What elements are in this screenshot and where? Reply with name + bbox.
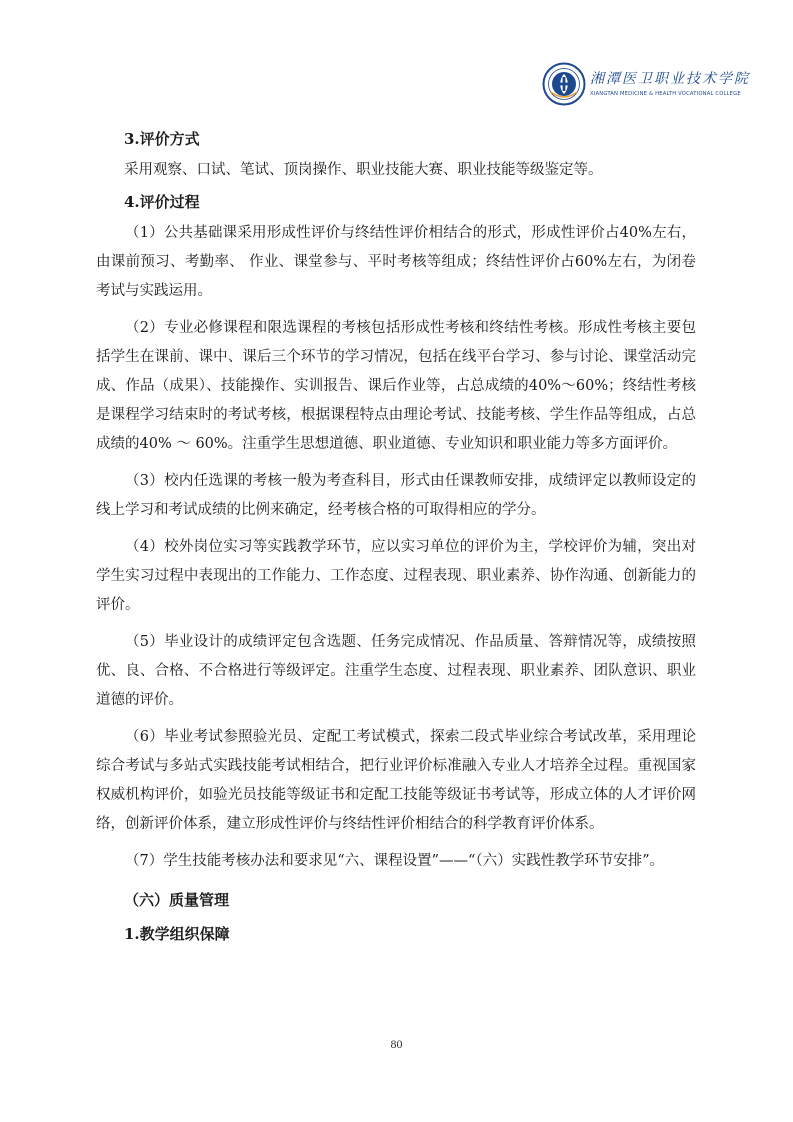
eval-item-1: （1）公共基础课采用形成性评价与终结性评价相结合的形式，形成性评价占40%左右，由课前预习、考勤率、 作业、课堂参与、平时考核等组成；终结性评价占60%左右，为闭卷考试与实践运用。 xyxy=(96,225,696,299)
eval-item-5: （5）毕业设计的成绩评定包含选题、任务完成情况、作品质量、答辩情况等，成绩按照优、良、合格、不合格进行等级评定。注重学生态度、过程表现、职业素养、团队意识、职业道德的评价。 xyxy=(96,634,696,708)
eval-item-2: （2）专业必修课程和限选课程的考核包括形成性考核和终结性考核。形成性考核主要包括学生在课前、课中、课后三个环节的学习情况，包括在线平台学习、参与讨论、课堂活动完成、作品（成果）、技能操作、实训报告、课后作业等，占总成绩的40%～60%；终结性考核是课程学习结束时的考试考核，根据课程特点由理论考试、技能考核、学生作品等组成，占总成绩的40% ～ 60%。注重学生思想道德、职业道德、专业知识和职业能力等多方面评价。 xyxy=(96,320,696,452)
eval-item-7: （7）学生技能考核办法和要求见“六、课程设置”——“（六）实践性教学环节安排”。 xyxy=(125,853,665,869)
eval-item-6: （6）毕业考试参照验光员、定配工考试模式，探索二段式毕业综合考试改革，采用理论综合考试与多站式实践技能考试相结合，把行业评价标准融入专业人才培养全过程。重视国家权威机构评价，如验光员技能等级证书和定配工技能等级证书考试等，形成立体的人才评价网络，创新评价体系，建立形成性评价与终结性评价相结合的科学教育评价体系。 xyxy=(96,729,696,832)
college-logo xyxy=(542,62,750,112)
eval-process-heading: 4.评价过程 xyxy=(124,193,200,211)
eval-item-4: （4）校外岗位实习等实践教学环节，应以实习单位的评价为主，学校评价为辅，突出对学生实习过程中表现出的工作能力、工作态度、过程表现、职业素养、协作沟通、创新能力的评价。 xyxy=(96,539,696,613)
college-seal-icon xyxy=(542,62,586,106)
eval-method-text: 采用观察、口试、笔试、顶岗操作、职业技能大赛、职业技能等级鉴定等。 xyxy=(124,162,603,178)
teaching-org-heading: 1.教学组织保障 xyxy=(124,925,230,943)
college-english-name: XIANGTAN MEDICINE & HEALTH VOCATIONAL COLLEGE xyxy=(590,91,741,97)
document-body xyxy=(96,125,696,948)
college-name: 湘潭医卫职业技术学院 xyxy=(590,71,750,87)
page-number: 80 xyxy=(390,1037,403,1051)
eval-method-heading: 3.评价方式 xyxy=(124,130,200,148)
eval-item-3: （3）校内任选课的考核一般为考查科目，形式由任课教师安排，成绩评定以教师设定的线上学习和考试成绩的比例来确定，经考核合格的可取得相应的学分。 xyxy=(96,473,696,518)
quality-management-heading: （六）质量管理 xyxy=(124,891,230,909)
